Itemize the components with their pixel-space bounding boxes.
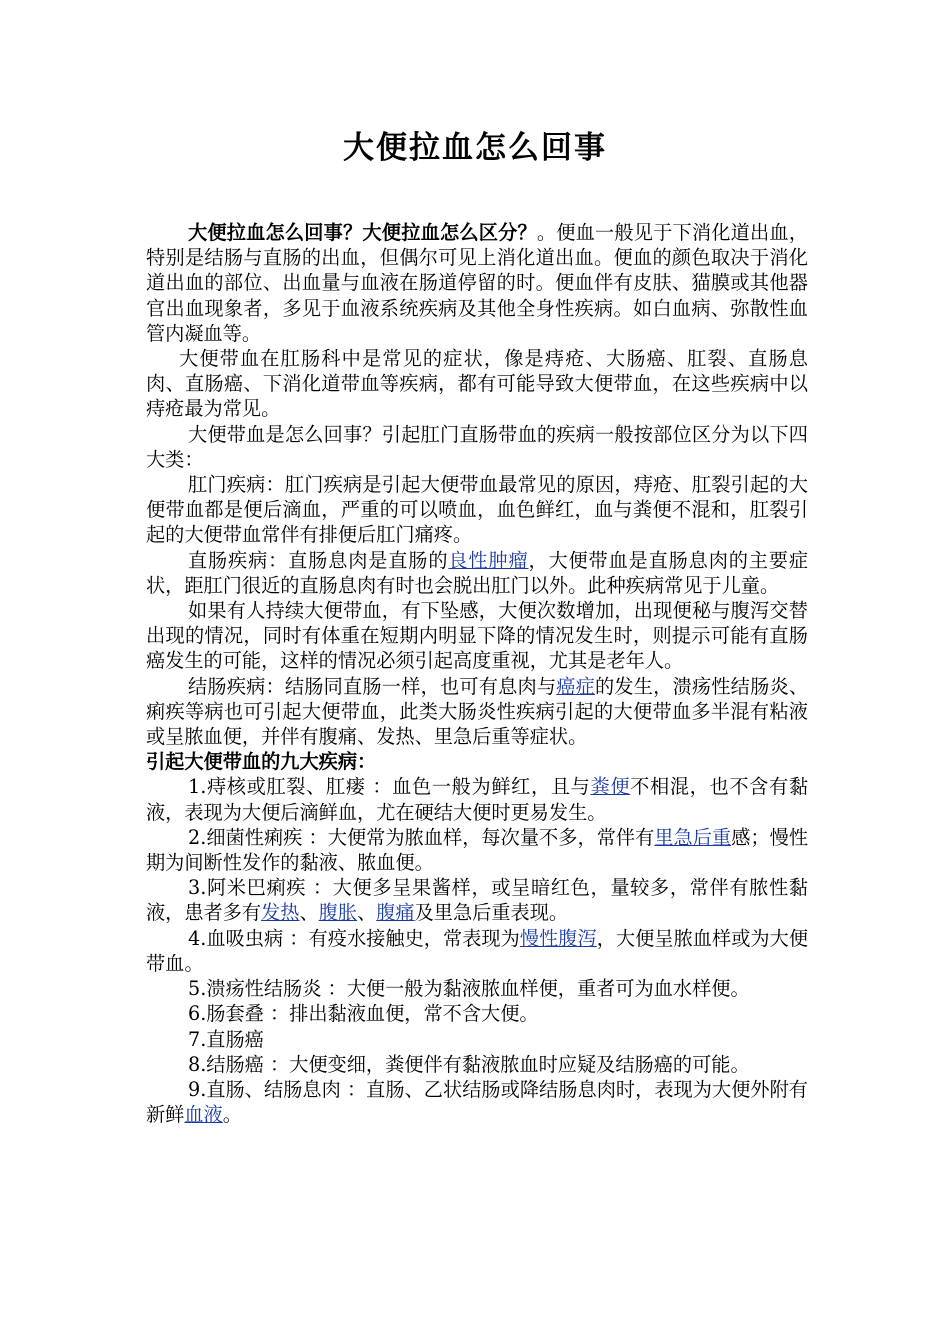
item4-text-b: ，大便呈脓血样或为大便带血。 (146, 926, 809, 975)
intro-text: 。便血一般见于下消化道出血，特别是结肠与直肠的出血，但偶尔可见上消化道出血。便血的颜色取决于消化道出血的部位、出血量与血液在肠道停留的时。便血伴有皮肤、猫膜或其他器官出血现象者，多见于血液系统疾病及其他全身性疾病。如白血病、弥散性血管内凝血等。 (146, 221, 808, 345)
paragraph-common-symptom: 大便带血在肛肠科中是常见的症状，像是痔疮、大肠癌、肛裂、直肠息肉、直肠癌、下消化道带血等疾病，都有可能导致大便带血，在这些疾病中以痔疮最为常见。 (146, 347, 808, 421)
colon-text-a: 结肠疾病：结肠同直肠一样，也可有息肉与 (188, 674, 557, 698)
item9-text-a: 9.直肠、结肠息肉 ：直肠、乙状结肠或降结肠息肉时，表现为大便外附有新鲜 (146, 1077, 808, 1127)
link-abdominal-pain[interactable]: 腹痛 (376, 901, 415, 925)
list-item-6: 6.肠套叠 ：排出黏液血便，常不含大便。 (188, 1002, 539, 1026)
list-item-8: 8.结肠癌 ：大便变细，粪便伴有黏液脓血时应疑及结肠癌的可能。 (188, 1052, 750, 1076)
list-item-7: 7.直肠癌 (188, 1027, 264, 1051)
item2-text-a: 2.细菌性痢疾 ：大便常为脓血样，每次量不多，常伴有 (188, 825, 655, 849)
item4-text-a: 4.血吸虫病 ：有疫水接触史，常表现为 (188, 926, 520, 950)
list-item-9 (146, 1077, 808, 1127)
list-item-2 (146, 825, 808, 875)
item1-text-a: 1.痔核或肛裂、肛瘘 ：血色一般为鲜红，且与 (188, 775, 591, 799)
intro-bold-question: 大便拉血怎么回事？大便拉血怎么区分？ (188, 221, 537, 244)
section-heading-text: 引起大便带血的九大疾病： (146, 750, 377, 774)
link-cancer[interactable]: 癌症 (556, 674, 596, 698)
item2-text-b: 感；慢性期为间断性发作的黏液、脓血便。 (146, 825, 809, 875)
document-body (146, 220, 808, 1127)
paragraph-intro (146, 220, 808, 346)
item3-separator-2: 、 (357, 901, 377, 925)
item3-text-a: 3.阿米巴痢疾 ：大便多呈果酱样，或呈暗红色，量较多，常伴有脓性黏液，患者多有 (146, 876, 808, 925)
paragraph-rectal-disease (146, 548, 808, 598)
item9-text-b: 。 (222, 1103, 242, 1127)
list-item-1 (146, 774, 808, 824)
page-title: 大便拉血怎么回事 (343, 130, 607, 166)
link-tenesmus[interactable]: 里急后重 (654, 825, 732, 849)
paragraph-four-categories: 大便带血是怎么回事？引起肛门直肠带血的疾病一般按部位区分为以下四大类： (146, 422, 808, 471)
paragraph-rectal-cancer-warning: 如果有人持续大便带血，有下坠感，大便次数增加，出现便秘与腹泻交替出现的情况，同时有体重在短期内明显下降的情况发生时，则提示可能有直肠癌发生的可能，这样的情况必须引起高度重视，尤其是老年人。 (146, 599, 808, 673)
paragraph-colon-disease (146, 674, 808, 750)
colon-text-b: 的发生，溃疡性结肠炎、痢疾等病也可引起大便带血，此类大肠炎性疾病引起的大便带血多半混有粘液或呈脓血便，并伴有腹痛、发热、里急后重等症状。 (146, 674, 809, 749)
item1-text-b: 不相混，也不含有黏液，表现为大便后滴鲜血，尤在硬结大便时更易发生。 (146, 775, 809, 824)
link-benign-tumor[interactable]: 良性肿瘤 (448, 548, 529, 572)
link-bloating[interactable]: 腹胀 (318, 901, 358, 925)
link-feces[interactable]: 粪便 (590, 775, 631, 799)
link-blood[interactable]: 血液 (184, 1103, 223, 1127)
paragraph-anal-disease: 肛门疾病：肛门疾病是引起大便带血最常见的原因，痔疮、肛裂引起的大便带血都是便后滴血，严重的可以喷血，血色鲜红，血与粪便不混和，肛裂引起的大便带血常伴有排便后肛门痛疼。 (146, 473, 808, 547)
rectal-text-b: ，大便带血是直肠息肉的主要症状，距肛门很近的直肠息肉有时也会脱出肛门以外。此种疾病常见于儿童。 (146, 548, 809, 597)
item3-separator-1: 、 (299, 901, 319, 925)
list-item-5: 5.溃疡性结肠炎 ：大便一般为黏液脓血样便，重者可为血水样便。 (188, 977, 750, 1001)
list-item-4 (146, 926, 808, 976)
list-item-3 (146, 875, 808, 925)
link-chronic-diarrhea[interactable]: 慢性腹泻 (519, 926, 597, 950)
item3-text-b: 及里急后重表现。 (414, 901, 569, 925)
section-heading-nine-diseases (146, 749, 808, 774)
rectal-text-a: 直肠疾病：直肠息肉是直肠的 (188, 548, 449, 572)
link-fever[interactable]: 发热 (261, 901, 300, 925)
